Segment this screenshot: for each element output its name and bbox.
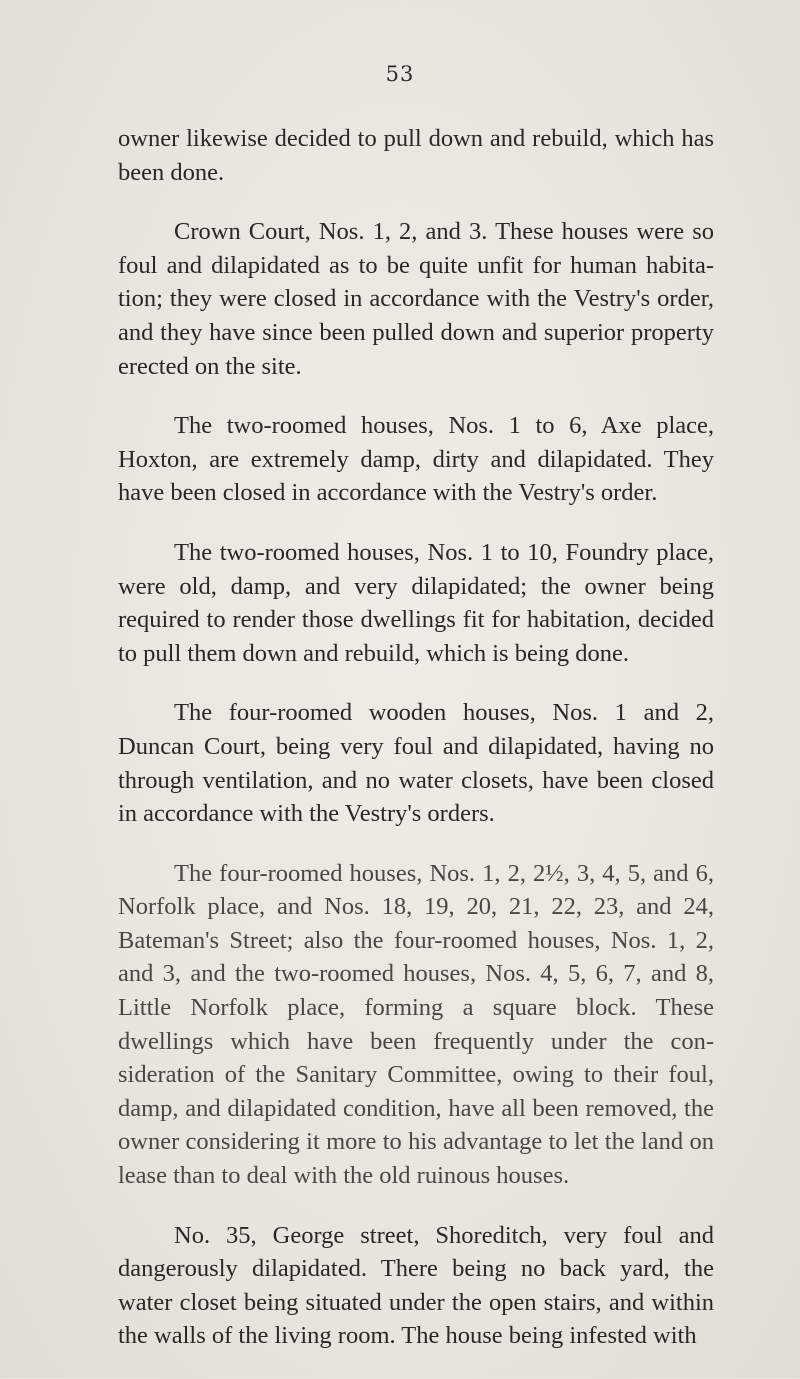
- paragraph-continuation: owner likewise decided to pull down and rebuild, which has been done.: [118, 125, 714, 186]
- paragraph-crown-court: Crown Court, Nos. 1, 2, and 3. These houses were so foul and dilapidated as to be quite unfit for human habitation; they were closed in accordance with the Vestry's order, and they have since been pulled down and superior property erected on the site.: [118, 218, 714, 380]
- page-number: 53: [385, 62, 415, 86]
- paragraph-axe-place: The two-roomed houses, Nos. 1 to 6, Axe place, Hoxton, are extremely damp, dirty and dilapidated. They have been closed in accordance with the Vestry's order.: [118, 412, 714, 507]
- paragraph-duncan-court: The four-roomed wooden houses, Nos. 1 and 2, Duncan Court, being very foul and dilapidated, having no through ventilation, and no water closets, have been closed in accordance with the Vestry's orders.: [118, 699, 714, 828]
- paragraph-norfolk-place: The four-roomed houses, Nos. 1, 2, 2½, 3, 4, 5, and 6, Norfolk place, and Nos. 18, 19, 20, 21, 22, 23, and 24, Bateman's Street; also the four-roomed houses, Nos. 1, 2, and 3, and the two-roomed houses, Nos. 4, 5, 6, 7, and 8, Little Norfolk place, forming a square block. These dwellings which have been frequently under the consideration of the Sanitary Committee, owing to their foul, damp, and dilapidated condition, have all been removed, the owner considering it more to his advantage to let the land on lease than to deal with the old ruinous houses.: [118, 859, 714, 1190]
- paragraph-foundry-place: The two-roomed houses, Nos. 1 to 10, Foundry place, were old, damp, and very dilapidated; the owner being required to render those dwellings fit for habitation, decided to pull them down and rebuild, which is being done.: [118, 538, 714, 667]
- body-text: [118, 122, 714, 1379]
- paragraph-george-street: No. 35, George street, Shoreditch, very foul and dangerously dilapidated. There being no back yard, the water closet being situated under the open stairs, and within the walls of the living room. The house being infested with: [118, 1221, 714, 1350]
